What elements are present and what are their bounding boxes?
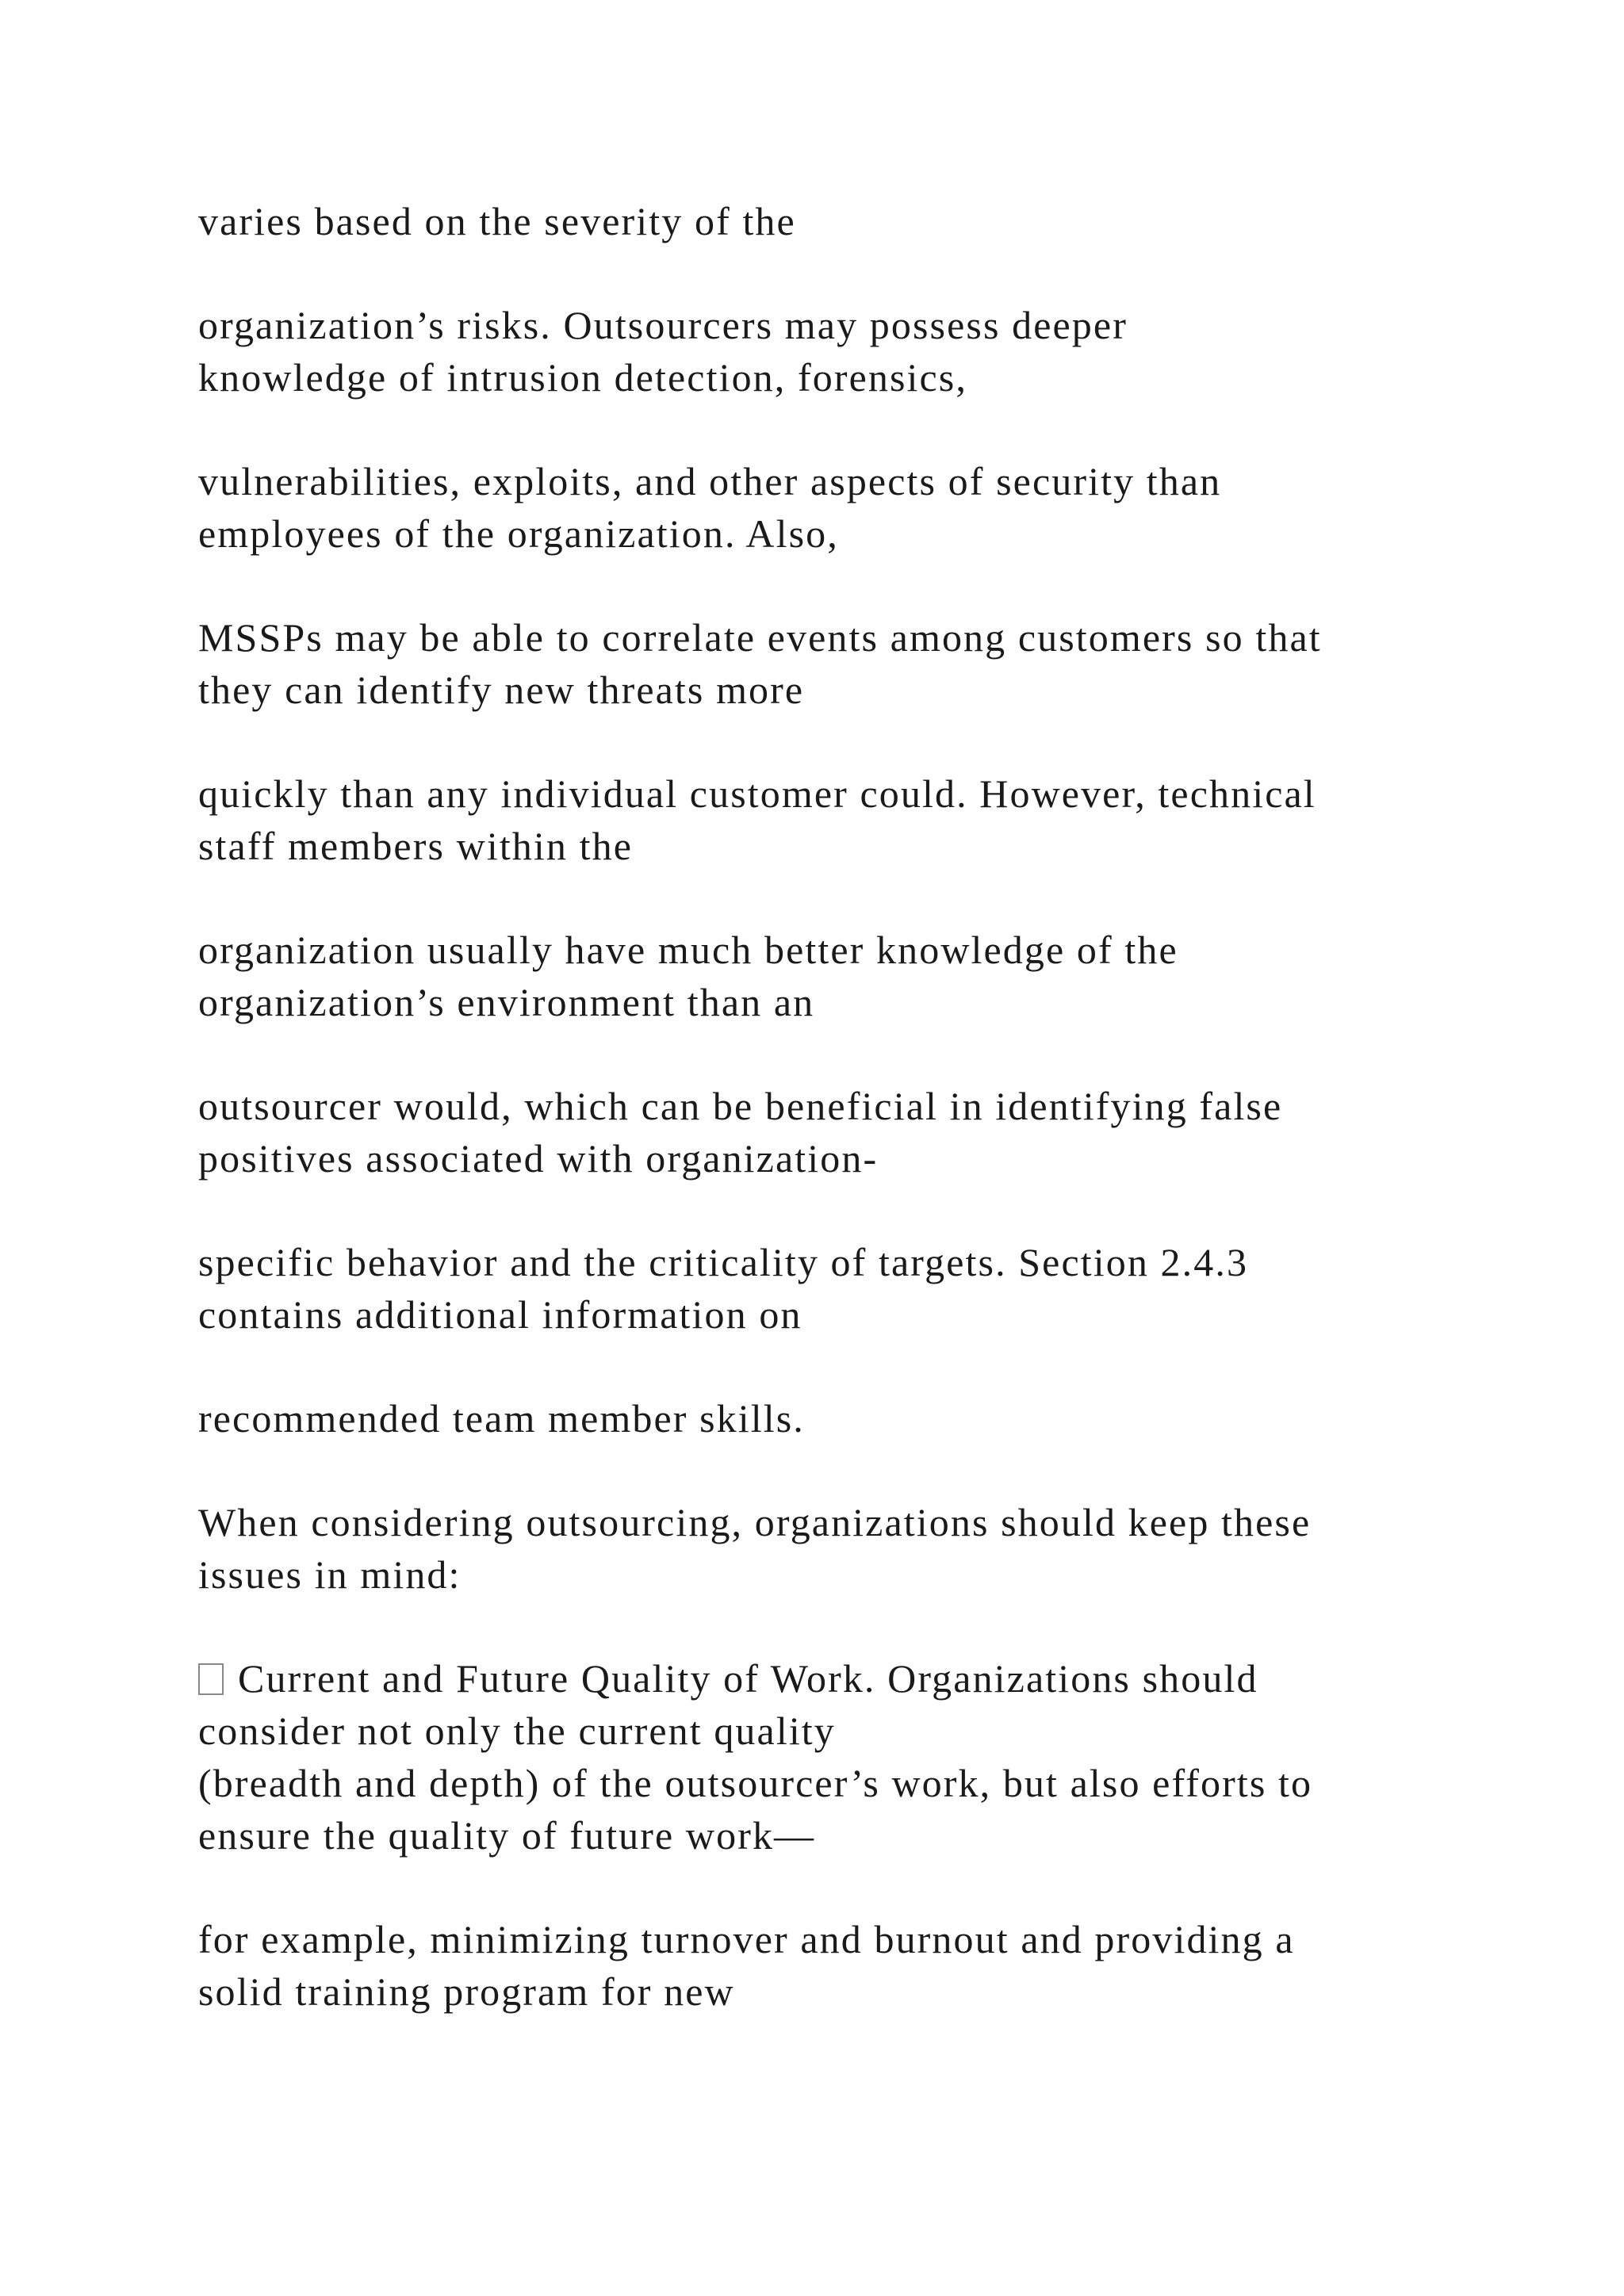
text-line: positives associated with organization-	[198, 1136, 879, 1181]
text-line: MSSPs may be able to correlate events among customers so that	[198, 615, 1322, 660]
text-line: ensure the quality of future work—	[198, 1813, 816, 1858]
text-line: knowledge of intrusion detection, forensics,	[198, 355, 967, 400]
text-line: specific behavior and the criticality of targets. Section 2.4.3	[198, 1240, 1249, 1284]
text-line: for example, minimizing turnover and burnout and providing a	[198, 1917, 1295, 1961]
paragraph	[198, 1392, 1507, 1445]
text-line: solid training program for new	[198, 1969, 735, 2014]
text-line: organization usually have much better knowledge of the	[198, 928, 1178, 972]
paragraph	[198, 1913, 1507, 2018]
paragraph	[198, 611, 1507, 716]
text-line: (breadth and depth) of the outsourcer’s work, but also efforts to	[198, 1761, 1313, 1805]
paragraph	[198, 1496, 1507, 1601]
paragraph	[198, 299, 1507, 404]
text-line: recommended team member skills.	[198, 1396, 805, 1441]
text-line: varies based on the severity of the	[198, 199, 796, 243]
text-line: consider not only the current quality	[198, 1709, 836, 1753]
bullet-paragraph	[198, 1652, 1507, 1862]
text-line: staff members within the	[198, 824, 633, 868]
paragraph	[198, 1236, 1507, 1341]
paragraph	[198, 1080, 1507, 1184]
text-line: issues in mind:	[198, 1552, 462, 1597]
text-line: vulnerabilities, exploits, and other aspects of security than	[198, 459, 1222, 503]
text-line: organization’s risks. Outsourcers may possess deeper	[198, 303, 1128, 347]
paragraph	[198, 924, 1507, 1028]
paragraph	[198, 455, 1507, 560]
text-line	[198, 1652, 1507, 1705]
text-line: outsourcer would, which can be beneficial in identifying false	[198, 1084, 1283, 1128]
document-body	[198, 195, 1507, 2018]
text-line: they can identify new threats more	[198, 668, 805, 712]
paragraph	[198, 195, 1507, 247]
text-line: organization’s environment than an	[198, 980, 815, 1024]
missing-glyph-icon	[198, 1663, 224, 1695]
bullet-text: Current and Future Quality of Work. Organizations should	[238, 1656, 1258, 1701]
paragraph	[198, 767, 1507, 872]
text-line: employees of the organization. Also,	[198, 511, 839, 556]
text-line: quickly than any individual customer could. However, technical	[198, 771, 1316, 816]
text-line: When considering outsourcing, organizations should keep these	[198, 1500, 1312, 1544]
text-line: contains additional information on	[198, 1292, 802, 1337]
